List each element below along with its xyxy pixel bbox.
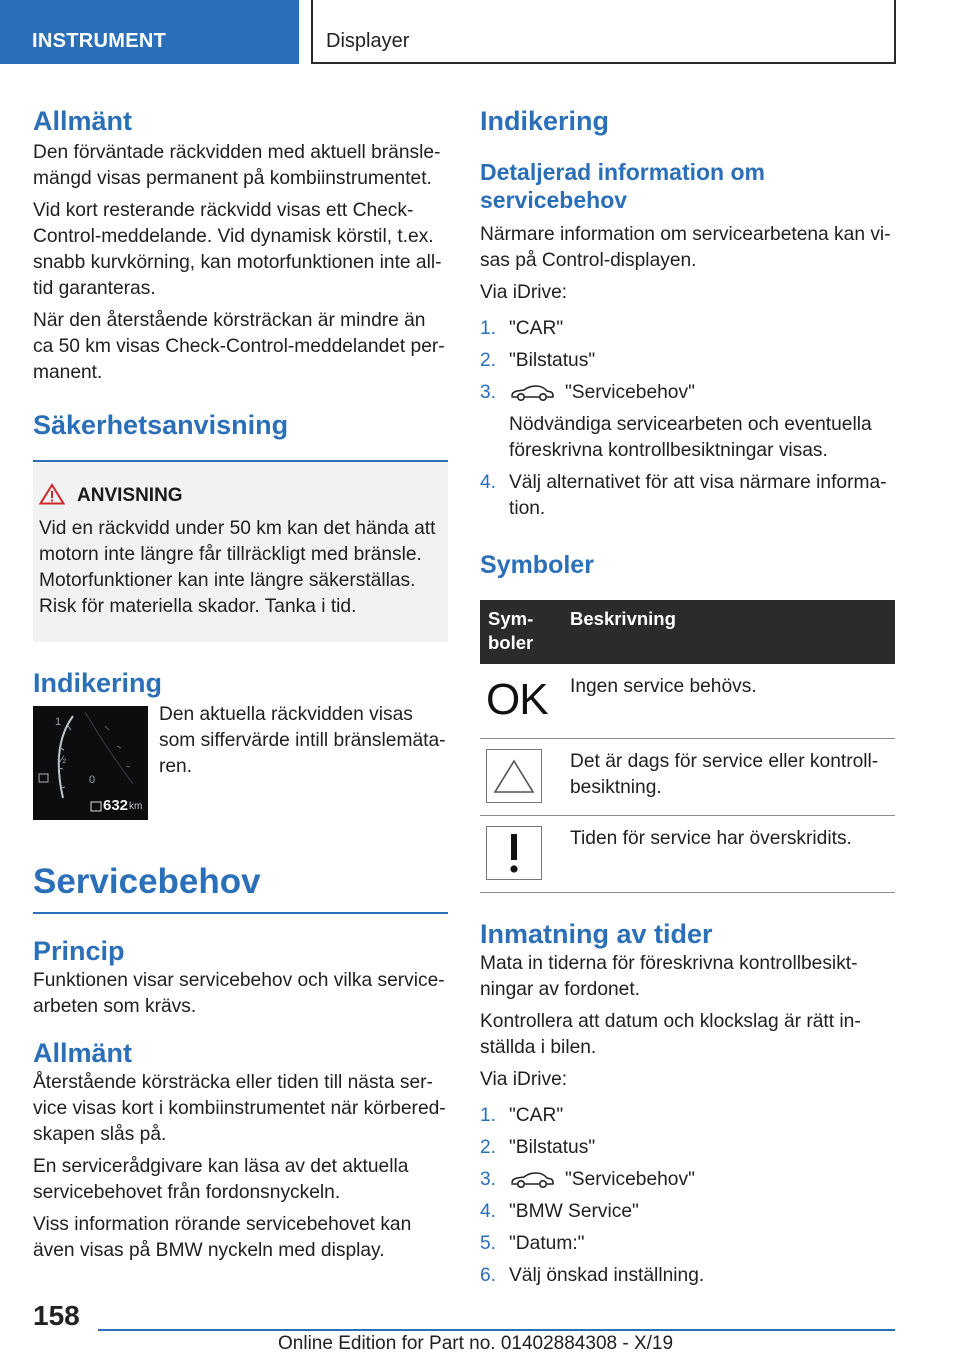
- table-header-row: [480, 600, 895, 664]
- list-item: 2. "Bilstatus": [480, 350, 596, 371]
- heading-servicebehov: Servicebehov: [33, 862, 261, 901]
- warning-box: [33, 462, 448, 642]
- fuel-gauge-image: [33, 706, 148, 820]
- step-subtext: Nödvändiga servicearbeten och eventuella föreskrivna kontrollbesiktningar visas.: [509, 414, 872, 461]
- warning-title-label: ANVISNING: [77, 485, 183, 506]
- paragraph: Återstående körsträcka eller tiden till nästa service visas kort i kombiinstrumentet när körberedskapen slås på.: [33, 1071, 446, 1145]
- heading-allmant: Allmänt: [33, 106, 133, 136]
- list-item: 1. "CAR": [480, 318, 564, 339]
- paragraph: Den förväntade räckvidden med aktuell bränslemängd visas permanent på kombiinstrumentet.: [33, 142, 441, 189]
- list-item: 6. Välj önskad inställning.: [480, 1265, 705, 1286]
- ok-symbol: OK: [480, 664, 562, 739]
- table-cell-description: Tiden för service har överskridits.: [562, 816, 895, 893]
- heading-sakerhetsanvisning: Säkerhetsanvisning: [33, 410, 289, 440]
- paragraph: Vid kort resterande räckvidd visas ett Check-Control-meddelande. Vid dynamisk körstil, t.ex. snabb kurvkörning, kan motorfunktionen inte alltid garanteras.: [33, 200, 442, 299]
- list-item: 4. "BMW Service": [480, 1201, 639, 1222]
- list-item: 2. "Bilstatus": [480, 1137, 596, 1158]
- car-icon: [509, 383, 555, 403]
- paragraph: Viss information rörande servicebehovet kan även visas på BMW nyckeln med display.: [33, 1213, 412, 1261]
- via-idrive-label: Via iDrive:: [480, 282, 568, 303]
- footer-edition: Online Edition for Part no. 01402884308 - X/19: [278, 1333, 674, 1354]
- gauge-tick-half: ½: [57, 754, 67, 766]
- paragraph: Närmare information om servicearbetena kan visas på Control-displayen.: [480, 224, 891, 271]
- heading-indikering: Indikering: [480, 106, 610, 136]
- table-cell-description: Det är dags för service eller kontrollbesiktning.: [562, 739, 895, 816]
- list-item: 5. "Datum:": [480, 1233, 585, 1254]
- symbols-table: [480, 600, 895, 893]
- heading-princip: Princip: [33, 935, 125, 966]
- steps-list: [480, 316, 895, 522]
- indikering-block: [33, 706, 448, 826]
- gauge-range-unit: km: [129, 801, 143, 812]
- warning-triangle-icon: [39, 483, 65, 505]
- warning-text: Vid en räckvidd under 50 km kan det hända att motorn inte längre får tillräckligt med bränsle. Motorfunktioner kan inte längre säkerställas. Risk för materiella skador. Tanka i tid.: [39, 518, 436, 617]
- page-number: 158: [33, 1300, 80, 1331]
- header-topic-box: [311, 0, 896, 64]
- subheading-detaljerad-information: Detaljerad information om servicebehov: [480, 159, 765, 213]
- steps-list: [480, 1103, 895, 1289]
- list-item: 4. Välj alternativet för att visa närmare information.: [480, 472, 887, 519]
- paragraph: En servicerådgivare kan läsa av det aktuella servicebehovet från fordonsnyckeln.: [33, 1155, 409, 1203]
- footer-rule: [98, 1329, 895, 1331]
- paragraph: När den återstående körsträckan är mindre än ca 50 km visas Check-Control-meddelandet permanent.: [33, 310, 445, 383]
- via-idrive-label: Via iDrive:: [480, 1069, 568, 1090]
- list-item: 1. "CAR": [480, 1105, 564, 1126]
- right-column: [480, 100, 895, 1289]
- heading-symboler: Symboler: [480, 551, 594, 579]
- list-item: 3. "Servicebehov" Nödvändiga servicearbeten och eventuella föreskrivna kontrollbesiktningar visas.: [480, 380, 895, 464]
- table-row: [480, 816, 895, 893]
- table-header-symbol: Symboler: [480, 600, 562, 664]
- table-cell-description: Ingen service behövs.: [562, 664, 895, 739]
- indikering-text: Den aktuella räckvidden visas som siffervärde intill bränslemätaren.: [159, 704, 446, 777]
- heading-allmant: Allmänt: [33, 1037, 133, 1068]
- list-item: 3. "Servicebehov": [480, 1169, 695, 1190]
- car-icon: [509, 1170, 555, 1190]
- heading-indikering: Indikering: [33, 668, 163, 698]
- left-column: [33, 100, 448, 1264]
- heading-inmatning-av-tider: Inmatning av tider: [480, 919, 713, 949]
- paragraph: Mata in tiderna för föreskrivna kontrollbesiktningar av fordonet.: [480, 953, 858, 1000]
- paragraph: Funktionen visar servicebehov och vilka servicearbeten som krävs.: [33, 969, 445, 1017]
- table-header-description: Beskrivning: [562, 600, 895, 664]
- gauge-tick-0: 0: [89, 774, 96, 786]
- triangle-icon: [486, 749, 542, 803]
- exclamation-icon: [486, 826, 542, 880]
- section-rule: [33, 912, 448, 914]
- table-row: [480, 739, 895, 816]
- header-topic-label: Displayer: [326, 30, 410, 52]
- gauge-tick-1: 1: [55, 716, 62, 728]
- warning-title: [39, 482, 438, 510]
- header-section-label: INSTRUMENT: [32, 30, 167, 52]
- header-section-tab: [0, 0, 299, 64]
- paragraph: Kontrollera att datum och klockslag är rätt inställda i bilen.: [480, 1011, 861, 1058]
- gauge-range-value: 632: [103, 797, 129, 814]
- table-row: [480, 664, 895, 739]
